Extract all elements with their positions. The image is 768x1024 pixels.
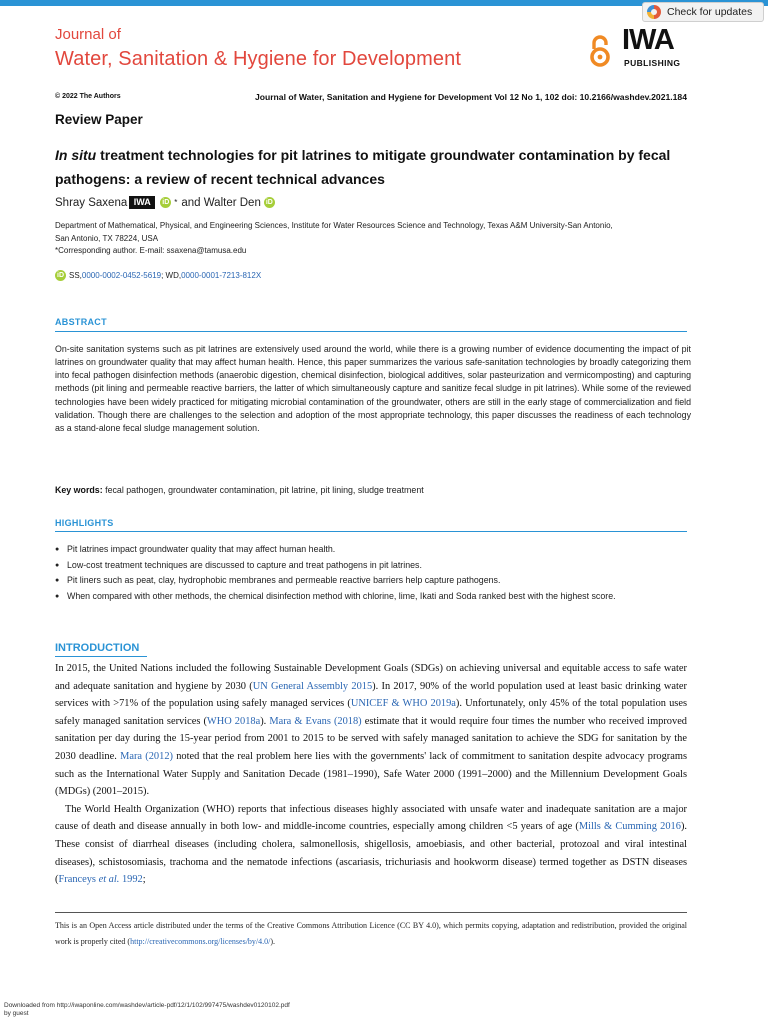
- open-access-icon: [588, 34, 612, 68]
- highlights-heading: HIGHLIGHTS: [55, 518, 114, 528]
- download-line: by guest: [4, 1010, 29, 1017]
- journal-name-line1: Journal of: [55, 26, 121, 43]
- affiliation-line: San Antonio, TX 78224, USA: [55, 233, 159, 243]
- footnote-divider: [55, 912, 687, 913]
- text-run: ). In 2017, 90% of the world population used at least basic drinking water services with >71% of the population using safely managed services (: [55, 680, 687, 710]
- download-line: Downloaded from http://iwaponline.com/washdev/article-pdf/12/1/102/997475/washdev0120102.pdf: [4, 1002, 290, 1009]
- text-run: ).: [260, 715, 270, 727]
- citation-link[interactable]: UNICEF & WHO 2019a: [350, 698, 456, 710]
- citation-link[interactable]: Mara & Evans (2018): [269, 715, 362, 727]
- license-text-end: ).: [270, 936, 276, 946]
- citation: Journal of Water, Sanitation and Hygiene for Development Vol 12 No 1, 102 doi: 10.2166/washdev.2021.184: [254, 92, 687, 102]
- author-2: and Walter Den: [181, 196, 261, 209]
- author-1: Shray Saxena: [55, 196, 128, 209]
- citation-etal: et al.: [98, 874, 120, 886]
- introduction-underline: [55, 656, 147, 657]
- copyright: © 2022 The Authors: [55, 93, 121, 100]
- citation-link[interactable]: Mills & Cumming 2016: [578, 821, 681, 833]
- abstract-heading: ABSTRACT: [55, 317, 107, 327]
- text-run: noted that the real problem here lies with the governments' lack of commitment to sanitation despite advocacy programs such as the International Water Supply and Sanitation Decade (1981–1990), Safe Water 2000 (1991–2000) and the Millennium Development Goals (MDGs) (2001–2015).: [55, 750, 687, 798]
- orcid-wd-label: ; WD,: [161, 271, 182, 280]
- highlight-item: ● Pit liners such as peat, clay, hydrophobic membranes and permeable reactive barriers help capture pathogens.: [55, 574, 691, 588]
- citation-link[interactable]: WHO 2018a: [206, 715, 261, 727]
- text-run: ;: [142, 874, 146, 886]
- license-footnote: [55, 918, 687, 949]
- orcid-icon[interactable]: iD: [162, 199, 170, 206]
- download-note: [4, 1002, 290, 1018]
- license-link[interactable]: http://creativecommons.org/licenses/by/4.0/: [130, 936, 271, 946]
- introduction-heading: INTRODUCTION: [55, 642, 140, 654]
- text-run: The World Health Organization (WHO) reports that infectious diseases highly associated with unsafe water and inadequate sanitation are a major cause of death and disease annually in both low- and middle-income countries, especially among children <5 years of age (: [55, 803, 687, 833]
- keywords-text: fecal pathogen, groundwater contamination, pit latrine, pit lining, sludge treatment: [102, 485, 424, 495]
- check-updates-label: Check for updates: [667, 6, 753, 18]
- intro-paragraph-1: [55, 660, 687, 801]
- citation-link[interactable]: [58, 874, 142, 885]
- intro-paragraph-2: [55, 801, 687, 889]
- orcid-ss-label: SS,: [69, 271, 82, 280]
- author-list: [55, 196, 278, 209]
- publisher-logo-subtext: PUBLISHING: [624, 58, 681, 68]
- abstract-text: On-site sanitation systems such as pit latrines are extensively used around the world, while there is a growing number of evidence documenting the impact of pit latrines on groundwater quality that may affect human health. Hence, this paper summarizes the various safe-sanitation technologies by broadly categorizing them into fecal pathogen disinfection methods (anaerobic digestion, chemical disinfection, biological additives, solar pasteurization and vermicomposting) and capturing methods (pit lining and permeable reactive barriers, the latter of which simultaneously capture and sanitize fecal sludge in pit latrines). While some of the reviewed technologies have been widely practiced for mitigating microbial contamination of the groundwater, others are still in the early stage of commercialization and field validation. Though there are challenges to the selection and adoption of the most appropriate technology, this paper discusses the readiness of each technology as a stand-alone fecal sludge management solution.: [55, 344, 691, 433]
- orcid-icon: iD: [57, 272, 64, 279]
- text-run: ). Unfortunately, only 45% of the total population uses safely managed sanitation services (: [55, 698, 687, 727]
- keywords-label: Key words:: [55, 485, 103, 495]
- article-type: Review Paper: [55, 112, 143, 127]
- text-run: In 2015, the United Nations included the following Sustainable Development Goals (SDGs) on achieving universal and equitable access to safe water and adequate sanitation and hygiene by 2030 (: [55, 663, 687, 692]
- highlight-item: ● When compared with other methods, the chemical disinfection method with chlorine, lime, Ikati and Soda ranked best with the highest score.: [55, 590, 691, 604]
- license-text: This is an Open Access article distributed under the terms of the Creative Commons Attribution Licence (CC BY 4.0), which permits copying, adaptation and redistribution, provided the original work is properly cited (: [55, 921, 687, 946]
- crossmark-icon: [647, 5, 661, 19]
- citation-link[interactable]: UN General Assembly 2015: [252, 680, 373, 692]
- affiliation-line: Department of Mathematical, Physical, and Engineering Sciences, Institute for Water Resources Science and Technology, Texas A&M University-San Antonio,: [55, 221, 613, 230]
- orcid-ss-link[interactable]: 0000-0002-0452-5619: [81, 271, 162, 280]
- keywords: [55, 485, 424, 495]
- title-italic: In situ: [55, 147, 97, 163]
- publisher-logo: IWA: [622, 24, 674, 56]
- highlight-item: ● Low-cost treatment techniques are discussed to capture and treat pathogens in pit latrines.: [55, 559, 691, 573]
- article-title: [55, 143, 695, 191]
- introduction-body: [55, 660, 687, 889]
- highlights-divider: [55, 531, 687, 532]
- iwa-member-badge: IWA: [129, 196, 155, 209]
- highlight-item: ● Pit latrines impact groundwater quality that may affect human health.: [55, 543, 691, 557]
- corresponding-mark: *: [174, 198, 178, 207]
- check-for-updates-button[interactable]: [642, 2, 764, 22]
- citation-year: 1992: [119, 874, 143, 886]
- orcid-ids: [55, 270, 261, 281]
- corresponding-author: *Corresponding author. E-mail: ssaxena@tamusa.edu: [55, 246, 247, 255]
- orcid-icon[interactable]: iD: [265, 199, 273, 206]
- title-rest: treatment technologies for pit latrines to mitigate groundwater contamination by fecal pathogens: a review of recent technical advances: [55, 147, 671, 187]
- highlights-list: [55, 543, 691, 605]
- citation-author: Franceys: [58, 874, 99, 886]
- abstract-divider: [55, 331, 687, 332]
- journal-name-line2: Water, Sanitation & Hygiene for Development: [55, 48, 461, 70]
- affiliation: [55, 220, 695, 258]
- orcid-wd-link[interactable]: 0000-0001-7213-812X: [181, 271, 262, 280]
- citation-link[interactable]: Mara (2012): [120, 750, 173, 762]
- text-run: estimate that it would require four times the number who received improved sanitation per day during the 15-year period from 2001 to 2015 to be served with safely managed sanitation to achieve the SDG for sanitation by the 2030 deadline.: [55, 715, 688, 762]
- text-run: ). These consist of diarrheal diseases (including cholera, salmonellosis, shigellosis, amoebiasis, and other bacterial, protozoal and viral intestinal diseases), schistosomiasis, trachoma and the nematode infections (ascariasis, trichuriasis and hookworm disease) termed together as DSTN diseases (: [55, 821, 687, 886]
